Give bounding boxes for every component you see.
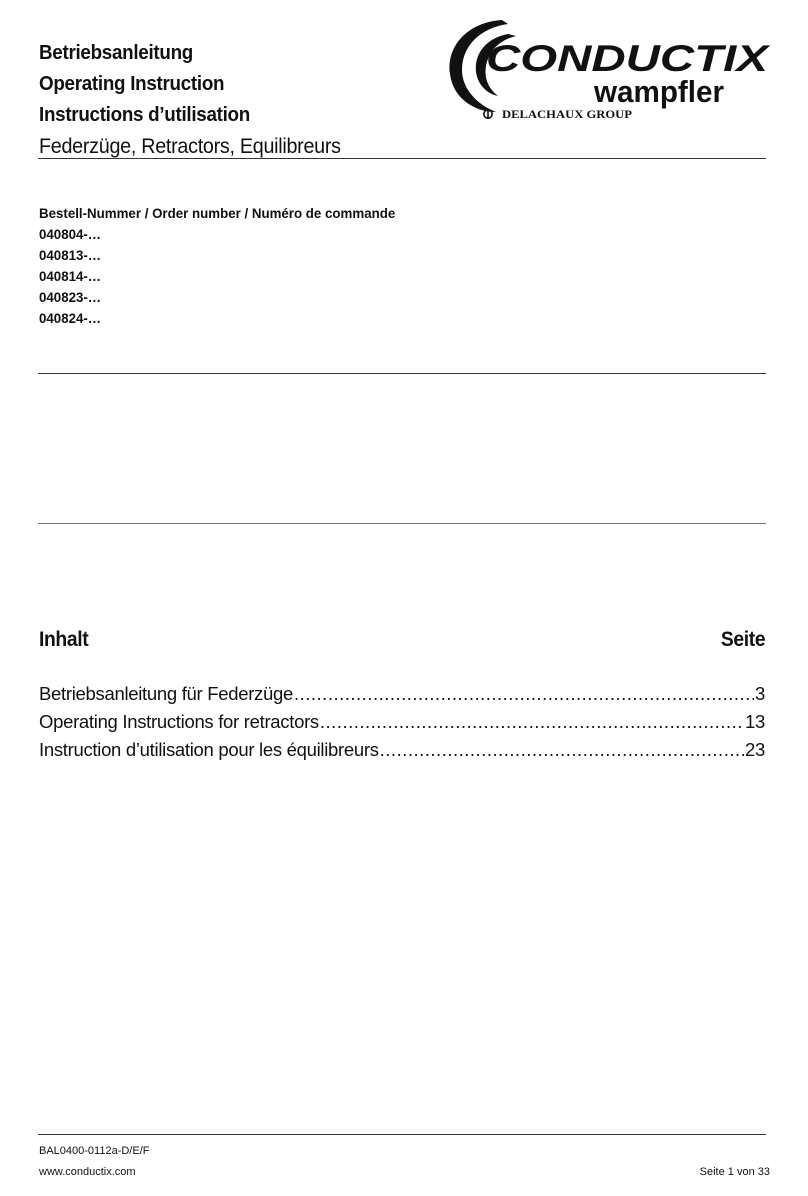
toc-entry[interactable]: [39, 708, 765, 736]
toc-entry[interactable]: [39, 736, 765, 764]
conductix-wampfler-logo: [446, 16, 772, 124]
order-number-item: 040814-…: [39, 268, 102, 284]
order-number-block: [39, 203, 414, 329]
order-number-item: 040804-…: [39, 226, 102, 242]
title-english: Operating Instruction: [39, 73, 225, 95]
toc-entry-page: 3: [755, 683, 765, 704]
table-of-contents: [39, 680, 765, 764]
document-code: BAL0400-0112a-D/E/F: [39, 1145, 150, 1157]
logo-brand-bottom: wampfler: [593, 74, 724, 109]
toc-entry-title: Instruction d’utilisation pour les équilibreurs: [39, 739, 379, 760]
toc-leader-dots: [294, 680, 754, 708]
title-french: Instructions d’utilisation: [39, 104, 250, 126]
toc-heading-page: Seite: [720, 628, 765, 651]
title-block: [39, 38, 360, 162]
header-divider: [38, 158, 766, 159]
section-divider: [38, 373, 766, 374]
order-number-label: Bestell-Nummer / Order number / Numéro de commande: [39, 205, 396, 221]
toc-entry-title: Operating Instructions for retractors: [39, 711, 319, 732]
toc-entry-page: 13: [745, 711, 765, 732]
order-number-item: 040824-…: [39, 310, 102, 326]
footer-divider: [38, 1134, 766, 1135]
toc-leader-dots: [320, 708, 744, 736]
order-number-item: 040813-…: [39, 247, 102, 263]
toc-header: [39, 628, 765, 652]
toc-entry[interactable]: [39, 680, 765, 708]
toc-leader-dots: [380, 736, 744, 764]
title-german: Betriebsanleitung: [39, 42, 193, 64]
toc-entry-title: Betriebsanleitung für Federzüge: [39, 683, 293, 704]
toc-heading-contents: Inhalt: [39, 628, 89, 651]
footer-page-number: Seite 1 von 33: [699, 1166, 770, 1178]
footer-website[interactable]: www.conductix.com: [39, 1166, 136, 1178]
title-subtitle: Federzüge, Retractors, Equilibreurs: [39, 135, 341, 158]
logo-group: DELACHAUX GROUP: [502, 109, 632, 121]
logo-brand-top: CONDUCTIX: [486, 38, 771, 79]
toc-entry-page: 23: [745, 739, 765, 760]
order-number-item: 040823-…: [39, 289, 102, 305]
section-divider: [38, 523, 766, 524]
